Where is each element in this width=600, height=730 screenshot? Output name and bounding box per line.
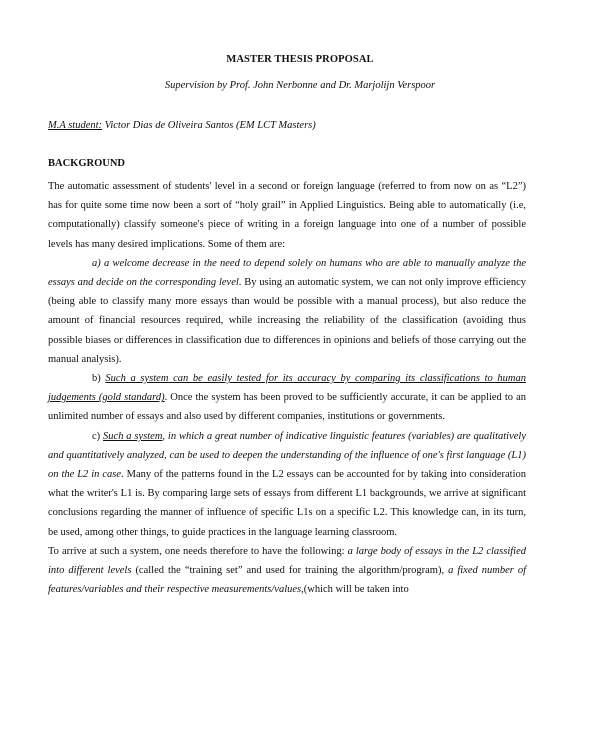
paragraph-final-mid: (called the “training set” and used for training the algorithm/program), [131, 565, 449, 577]
document-title: MASTER THESIS PROPOSAL [226, 54, 374, 65]
paragraph-b [48, 369, 526, 427]
supervision-line: Supervision by Prof. John Nerbonne and Dr. Marjolijn Verspoor [164, 80, 436, 91]
paragraph-a-emphasis: a) a welcome decrease in the need to depend solely on humans who are able to manually analyze the essays and decide on the corresponding level [48, 257, 526, 289]
body-text [48, 177, 526, 599]
paragraph-b-prefix: b) [92, 373, 106, 385]
paragraph-final-end: ,(which will be taken into [301, 584, 409, 596]
paragraph-final-emphasis-2: a fixed number of features/variables and their respective measurements/values [48, 565, 526, 596]
student-name: Victor Dias de Oliveira Santos (EM LCT Masters) [102, 120, 316, 131]
paragraph-b-text: . Once the system has been proved to be sufficiently accurate, it can be applied to an unlimited number of essays and also used by different companies, institutions or governments. [48, 392, 526, 423]
paragraph-c-underlined: Such a system [103, 430, 163, 442]
student-line [48, 120, 316, 131]
paragraph-c-text: . Many of the patterns found in the L2 essays can be accounted for by taking into consideration what the writer's L1 is. By comparing large sets of essays from different L1 backgrounds, we arrive at significant conclusions regarding the manner of influence of specific L1s on a specific L2. This knowledge can, in its turn, be used, among other things, to guide practices in the language learning classroom. [48, 469, 526, 538]
student-label: M.A student: [48, 120, 103, 131]
paragraph-final-emphasis-1: a large body of essays in the L2 classified into different levels [48, 545, 526, 577]
paragraph-a [48, 254, 526, 369]
paragraph-c-prefix: c) [92, 430, 104, 442]
paragraph-c [48, 427, 526, 542]
paragraph-final-start: To arrive at such a system, one needs therefore to have the following: [48, 545, 348, 557]
paragraph-a-text: . By using an automatic system, we can not only improve efficiency (being able to classify many more essays than would be possible with a manual process), but also reduce the amount of financial resources required, while increasing the reliability of the classification (avoiding thus possible biases or differences in classification due to differences in opinions and beliefs of those carrying out the manual analysis). [48, 277, 526, 365]
section-heading: BACKGROUND [48, 158, 126, 169]
paragraph-b-emphasis: Such a system can be easily tested for its accuracy by comparing its classifications to human judgements (gold standard) [48, 373, 526, 404]
paragraph-intro: The automatic assessment of students' level in a second or foreign language (referred to from now on as “L2”) has for quite some time now been a sort of “holy grail” in Applied Linguistics. Being able to automatically (i.e, computationally) classify someone's piece of writing in a foreign language into one of a number of possible levels has many desired implications. Some of them are: [48, 181, 526, 250]
paragraph-c-emphasis: , in which a great number of indicative linguistic features (variables) are qualitatively and quantitatively analyzed, can be used to deepen the understanding of the influence of one's first language (L1) on the L2 in case [48, 430, 526, 481]
paragraph-final [48, 542, 526, 600]
